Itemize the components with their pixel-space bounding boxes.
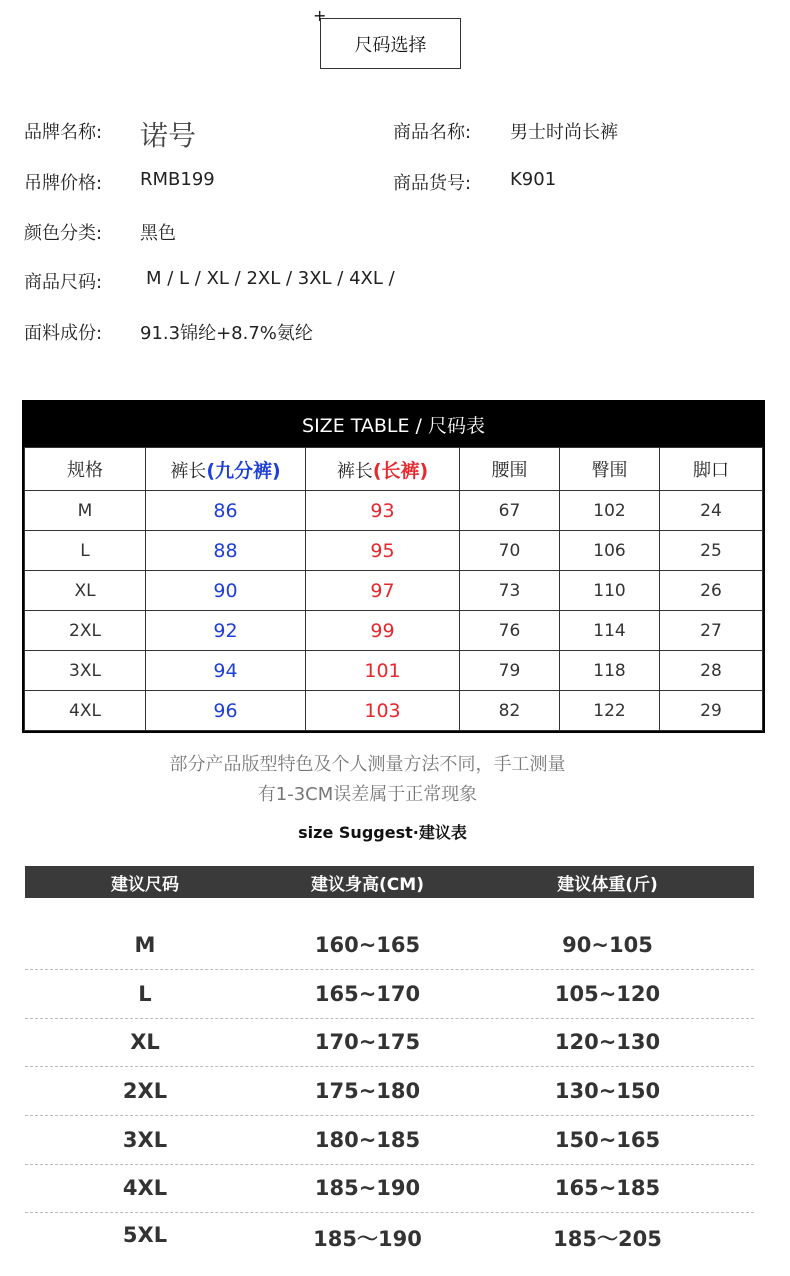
- suggest-title: size Suggest·建议表: [298, 823, 467, 842]
- cell-hip: 118: [560, 651, 660, 691]
- suggest-weight: 185～205: [553, 1227, 662, 1251]
- cell-hip: 122: [560, 691, 660, 731]
- suggest-row: [25, 1164, 754, 1213]
- suggest-size: 2XL: [122, 1079, 168, 1103]
- cell-length-long: 99: [306, 611, 460, 651]
- cell-size: 3XL: [25, 651, 146, 691]
- suggest-size: M: [134, 933, 156, 957]
- suggest-weight: 150~165: [554, 1128, 661, 1152]
- cell-length-long: 97: [306, 571, 460, 611]
- cell-waist: 73: [460, 571, 560, 611]
- cell-hem: 28: [660, 651, 763, 691]
- cell-waist: 76: [460, 611, 560, 651]
- cell-length-cropped: 92: [146, 611, 306, 651]
- size-table-grid: [24, 447, 763, 731]
- cell-length-long: 93: [306, 491, 460, 531]
- product-label: 商品名称:: [393, 122, 472, 143]
- suggest-size: L: [138, 982, 152, 1006]
- measurement-note-line1: 部分产品版型特色及个人测量方法不同，手工测量: [169, 754, 566, 775]
- color-label: 颜色分类:: [24, 223, 103, 244]
- cell-length-cropped: 90: [146, 571, 306, 611]
- brand-value: 诺号: [140, 119, 197, 152]
- cell-hem: 25: [660, 531, 763, 571]
- cell-length-cropped: 88: [146, 531, 306, 571]
- suggest-size: 3XL: [122, 1128, 168, 1152]
- cell-size: 4XL: [25, 691, 146, 731]
- cell-hip: 106: [560, 531, 660, 571]
- fabric-label: 面料成份:: [24, 323, 103, 344]
- suggest-header-height: 建议身高(CM): [311, 874, 424, 895]
- suggest-height: 185～190: [313, 1227, 422, 1251]
- header-hem: 脚口: [660, 448, 763, 491]
- cell-length-long: 95: [306, 531, 460, 571]
- price-value: RMB199: [140, 169, 215, 190]
- table-row: [25, 531, 763, 571]
- header-length-cropped: 裤长(九分裤): [146, 448, 306, 491]
- suggest-height: 165~170: [314, 982, 421, 1006]
- size-label: 商品尺码:: [24, 272, 103, 293]
- size-table-title: SIZE TABLE / 尺码表: [24, 402, 763, 447]
- suggest-row: [25, 1211, 754, 1259]
- size-selection-title: 尺码选择: [320, 18, 461, 69]
- suggest-header-weight: 建议体重(斤): [557, 874, 658, 895]
- suggest-row: [25, 1067, 754, 1116]
- cell-hem: 26: [660, 571, 763, 611]
- size-table: [22, 400, 765, 733]
- cell-size: M: [25, 491, 146, 531]
- cell-hem: 27: [660, 611, 763, 651]
- header-length-long: 裤长(长裤): [306, 448, 460, 491]
- cell-waist: 82: [460, 691, 560, 731]
- header-hip: 臀围: [560, 448, 660, 491]
- size-value: M / L / XL / 2XL / 3XL / 4XL /: [146, 268, 395, 289]
- table-row: [25, 611, 763, 651]
- measurement-note-line2: 有1-3CM误差属于正常现象: [257, 784, 478, 805]
- suggest-header-size: 建议尺码: [111, 874, 179, 895]
- cell-length-long: 101: [306, 651, 460, 691]
- suggest-height: 180~185: [314, 1128, 421, 1152]
- cell-waist: 79: [460, 651, 560, 691]
- suggest-height: 185~190: [314, 1176, 421, 1200]
- table-row: [25, 651, 763, 691]
- suggest-weight: 130~150: [554, 1079, 661, 1103]
- suggest-row: [25, 970, 754, 1019]
- cell-size: 2XL: [25, 611, 146, 651]
- suggest-header-row: [25, 866, 754, 898]
- suggest-row: [25, 1116, 754, 1165]
- suggest-row: [25, 1018, 754, 1067]
- table-row: [25, 571, 763, 611]
- suggest-size: 5XL: [122, 1223, 168, 1247]
- suggest-weight: 165~185: [554, 1176, 661, 1200]
- cell-length-long: 103: [306, 691, 460, 731]
- sku-label: 商品货号:: [393, 173, 472, 194]
- cell-size: XL: [25, 571, 146, 611]
- cell-waist: 70: [460, 531, 560, 571]
- suggest-size: XL: [130, 1030, 160, 1054]
- suggest-height: 170~175: [314, 1030, 421, 1054]
- suggest-weight: 90~105: [562, 933, 653, 957]
- sku-value: K901: [510, 169, 557, 190]
- suggest-weight: 105~120: [554, 982, 661, 1006]
- header-spec: 规格: [25, 448, 146, 491]
- suggest-height: 175~180: [314, 1079, 421, 1103]
- cell-waist: 67: [460, 491, 560, 531]
- header-waist: 腰围: [460, 448, 560, 491]
- cell-hip: 110: [560, 571, 660, 611]
- table-row: [25, 691, 763, 731]
- cell-hem: 24: [660, 491, 763, 531]
- cell-size: L: [25, 531, 146, 571]
- cell-length-cropped: 86: [146, 491, 306, 531]
- fabric-value: 91.3锦纶+8.7%氨纶: [140, 323, 313, 344]
- brand-label: 品牌名称:: [24, 122, 103, 143]
- suggest-row: [25, 921, 754, 970]
- product-value: 男士时尚长裤: [510, 122, 618, 143]
- suggest-height: 160~165: [314, 933, 421, 957]
- cell-length-cropped: 96: [146, 691, 306, 731]
- size-table-header-row: [25, 448, 763, 491]
- cell-hem: 29: [660, 691, 763, 731]
- color-value: 黑色: [140, 223, 176, 244]
- suggest-weight: 120~130: [554, 1030, 661, 1054]
- cell-hip: 114: [560, 611, 660, 651]
- cell-length-cropped: 94: [146, 651, 306, 691]
- cell-hip: 102: [560, 491, 660, 531]
- table-row: [25, 491, 763, 531]
- suggest-size: 4XL: [122, 1176, 168, 1200]
- price-label: 吊牌价格:: [24, 173, 103, 194]
- plus-mark: +: [313, 6, 327, 25]
